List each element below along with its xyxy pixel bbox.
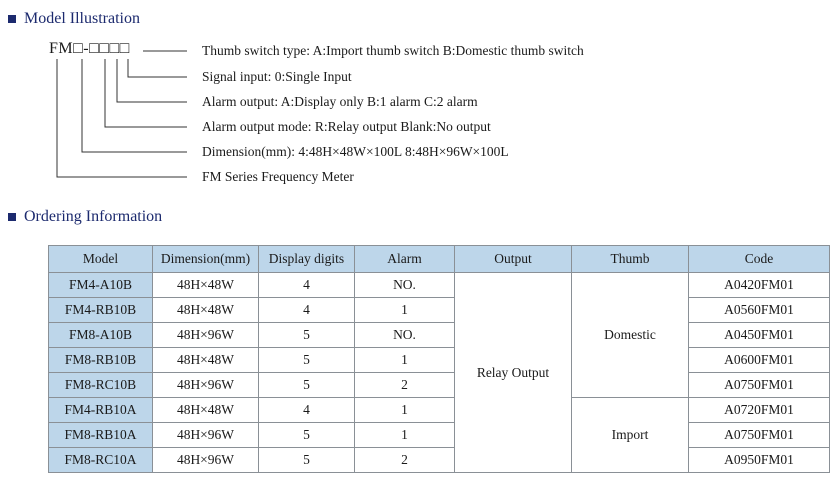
- cell-model: FM4-RB10A: [49, 398, 153, 423]
- cell-code: A0450FM01: [689, 323, 830, 348]
- table-row: [49, 323, 830, 348]
- cell-output: Relay Output: [455, 273, 572, 473]
- cell-alarm: 2: [355, 373, 455, 398]
- header-dimension: Dimension(mm): [153, 246, 259, 273]
- header-thumb: Thumb: [572, 246, 689, 273]
- cell-alarm: 2: [355, 448, 455, 473]
- desc-signal-input: Signal input: 0:Single Input: [202, 69, 352, 84]
- header-display-digits: Display digits: [259, 246, 355, 273]
- header-model: Model: [49, 246, 153, 273]
- desc-alarm-output: Alarm output: A:Display only B:1 alarm C:2 alarm: [202, 94, 478, 109]
- table-row: [49, 348, 830, 373]
- cell-digits: 4: [259, 398, 355, 423]
- cell-code: A0600FM01: [689, 348, 830, 373]
- table-row: [49, 298, 830, 323]
- table-row: [49, 398, 830, 423]
- header-alarm: Alarm: [355, 246, 455, 273]
- cell-digits: 5: [259, 423, 355, 448]
- desc-alarm-output-mode: Alarm output mode: R:Relay output Blank:No output: [202, 119, 491, 134]
- cell-model: FM8-RC10A: [49, 448, 153, 473]
- cell-thumb-domestic: Domestic: [572, 273, 689, 398]
- cell-digits: 4: [259, 298, 355, 323]
- cell-dimension: 48H×48W: [153, 398, 259, 423]
- cell-digits: 5: [259, 373, 355, 398]
- cell-dimension: 48H×96W: [153, 448, 259, 473]
- cell-alarm: 1: [355, 423, 455, 448]
- cell-alarm: 1: [355, 398, 455, 423]
- cell-code: A0950FM01: [689, 448, 830, 473]
- table-row: [49, 373, 830, 398]
- header-output: Output: [455, 246, 572, 273]
- table-header-row: [49, 246, 830, 273]
- cell-model: FM4-RB10B: [49, 298, 153, 323]
- cell-code: A0750FM01: [689, 423, 830, 448]
- desc-series: FM Series Frequency Meter: [202, 169, 354, 184]
- cell-alarm: NO.: [355, 323, 455, 348]
- table-row: [49, 423, 830, 448]
- desc-dimension: Dimension(mm): 4:48H×48W×100L 8:48H×96W×100L: [202, 144, 509, 159]
- model-code: FM□-□□□□: [49, 40, 130, 57]
- header-code: Code: [689, 246, 830, 273]
- cell-dimension: 48H×96W: [153, 423, 259, 448]
- cell-code: A0720FM01: [689, 398, 830, 423]
- table-row: [49, 448, 830, 473]
- cell-code: A0750FM01: [689, 373, 830, 398]
- cell-digits: 5: [259, 348, 355, 373]
- cell-dimension: 48H×48W: [153, 273, 259, 298]
- section-bullet-icon: [8, 213, 16, 221]
- ordering-information-title: Ordering Information: [24, 208, 163, 225]
- cell-alarm: 1: [355, 298, 455, 323]
- model-illustration-title: Model Illustration: [24, 10, 140, 27]
- ordering-table: [48, 245, 830, 473]
- cell-model: FM8-RB10B: [49, 348, 153, 373]
- cell-alarm: 1: [355, 348, 455, 373]
- cell-model: FM4-A10B: [49, 273, 153, 298]
- cell-digits: 5: [259, 448, 355, 473]
- cell-dimension: 48H×96W: [153, 373, 259, 398]
- cell-dimension: 48H×48W: [153, 298, 259, 323]
- cell-code: A0420FM01: [689, 273, 830, 298]
- cell-code: A0560FM01: [689, 298, 830, 323]
- table-row: [49, 273, 830, 298]
- cell-model: FM8-RC10B: [49, 373, 153, 398]
- cell-alarm: NO.: [355, 273, 455, 298]
- cell-digits: 4: [259, 273, 355, 298]
- cell-model: FM8-RB10A: [49, 423, 153, 448]
- desc-thumb-switch: Thumb switch type: A:Import thumb switch B:Domestic thumb switch: [202, 43, 584, 58]
- cell-thumb-import: Import: [572, 398, 689, 473]
- cell-digits: 5: [259, 323, 355, 348]
- cell-dimension: 48H×48W: [153, 348, 259, 373]
- ordering-information-heading: [8, 208, 162, 226]
- cell-model: FM8-A10B: [49, 323, 153, 348]
- cell-dimension: 48H×96W: [153, 323, 259, 348]
